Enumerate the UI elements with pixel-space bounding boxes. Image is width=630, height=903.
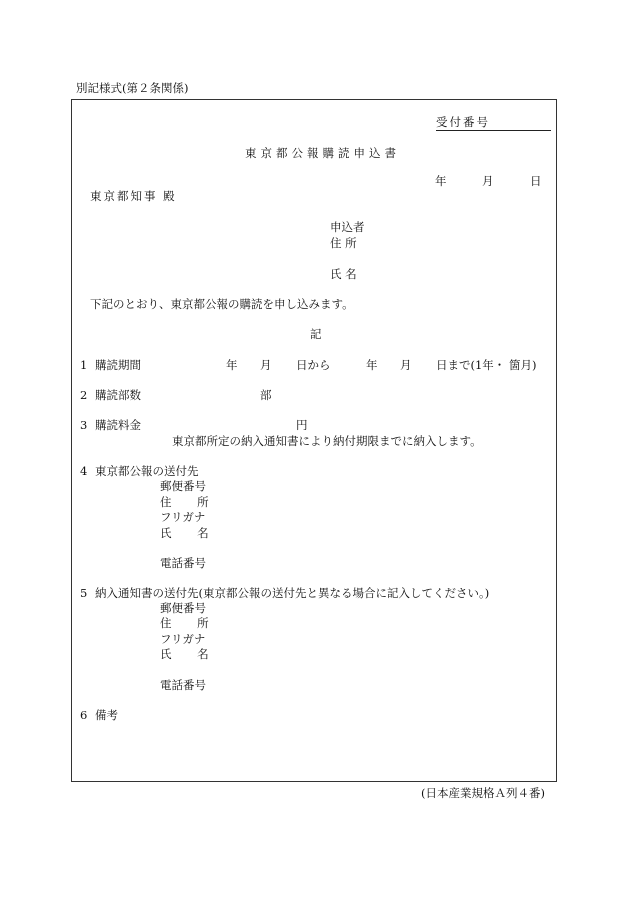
date-year-label: 年 [435,174,447,188]
period-start-month: 月 [260,358,272,372]
item-number: 6 [80,708,88,722]
item-number: 2 [80,388,88,402]
sendto-name-label: 氏 名 [160,526,220,540]
item-number: 4 [80,464,88,478]
ki-heading: 記 [310,327,322,341]
fee-note: 東京都所定の納入通知書により納付期限までに納入します。 [172,434,482,448]
period-end-year: 年 [366,358,378,372]
copies-label: 購読部数 [95,388,141,402]
item-number: 3 [80,418,88,432]
period-start-year: 年 [226,358,238,372]
sendto-phone-label: 電話番号 [160,556,206,570]
period-end-day: 日まで(1年・ 箇月) [436,358,537,372]
notice-phone-label: 電話番号 [160,678,206,692]
fee-label: 購読料金 [95,418,141,432]
applicant-address-label: 住 所 [330,236,357,250]
sendto-label: 東京都公報の送付先 [95,464,199,478]
applicant-label: 申込者 [330,220,365,234]
sendto-address-label: 住 所 [160,495,220,509]
item-number: 5 [80,586,88,600]
remarks-label: 備考 [95,708,118,722]
copies-unit: 部 [260,388,272,402]
form-title: 東京都公報購読申込書 [245,146,400,160]
item-number: 1 [80,358,88,372]
notice-label: 納入通知書の送付先(東京都公報の送付先と異なる場合に記入してください。) [95,586,490,600]
date-day-label: 日 [530,174,542,188]
addressee: 東京都知事 殿 [90,189,177,203]
sendto-postal-label: 郵便番号 [160,479,206,493]
fee-unit: 円 [296,418,308,432]
form-reference: 別記様式(第２条関係) [76,81,189,95]
notice-name-label: 氏 名 [160,647,220,661]
period-start-day: 日から [296,358,331,372]
notice-furigana-label: フリガナ [160,632,206,646]
applicant-name-label: 氏 名 [330,267,357,281]
period-end-month: 月 [400,358,412,372]
receipt-number-field[interactable]: 受付番号 [436,117,551,131]
notice-address-label: 住 所 [160,616,220,630]
paper-size-note: (日本産業規格Ａ列４番) [421,786,545,800]
sendto-furigana-label: フリガナ [160,510,206,524]
notice-postal-label: 郵便番号 [160,601,206,615]
subscription-period-label: 購読期間 [95,358,141,372]
intro-text: 下記のとおり、東京都公報の購読を申し込みます。 [90,297,354,311]
date-month-label: 月 [482,174,494,188]
